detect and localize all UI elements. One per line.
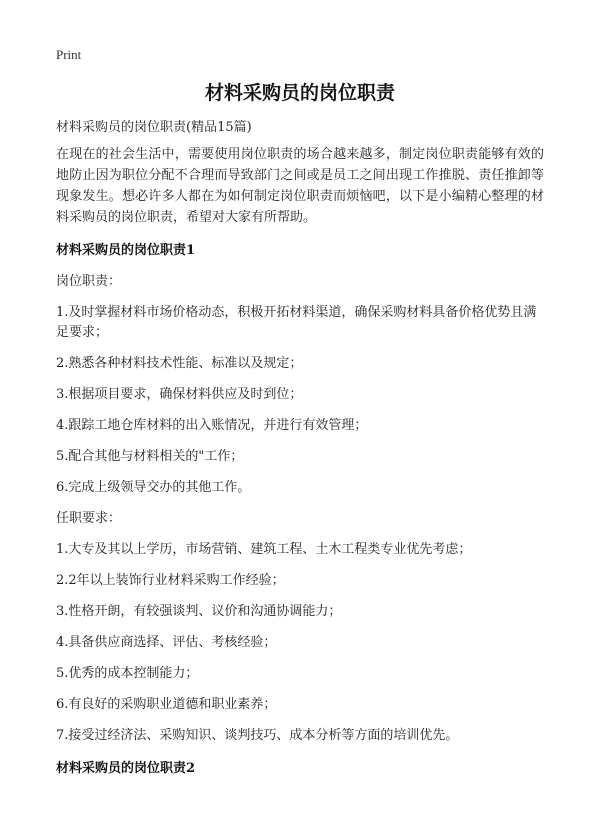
requirement-item: 7.接受过经济法、采购知识、谈判技巧、成本分析等方面的培训优先。 <box>56 728 459 743</box>
print-link[interactable]: Print <box>56 47 82 62</box>
page-title: 材料采购员的岗位职责 <box>204 82 395 104</box>
requirement-item: 5.优秀的成本控制能力； <box>56 666 199 681</box>
requirement-item: 3.性格开朗，有较强谈判、议价和沟通协调能力； <box>56 604 342 619</box>
section-heading-2: 材料采购员的岗位职责2 <box>56 761 196 776</box>
requirement-item: 4.具备供应商选择、评估、考核经验； <box>56 635 277 650</box>
duty-item: 3.根据项目要求，确保材料供应及时到位； <box>56 387 303 402</box>
requirement-item: 2.2年以上装饰行业材料采购工作经验； <box>56 573 285 588</box>
duty-item: 2.熟悉各种材料技术性能、标准以及规定； <box>56 356 303 371</box>
requirement-item: 6.有良好的采购职业道德和职业素养； <box>56 697 277 712</box>
section-heading-1: 材料采购员的岗位职责1 <box>56 243 196 258</box>
requirements-label: 任职要求： <box>56 511 122 526</box>
document-subtitle: 材料采购员的岗位职责(精品15篇) <box>56 120 252 135</box>
duty-item: 6.完成上级领导交办的其他工作。 <box>56 480 251 495</box>
duty-item: 1.及时掌握材料市场价格动态，积极开拓材料渠道，确保采购材料具备价格优势且满足要求； <box>56 305 537 340</box>
duty-item: 4.跟踪工地仓库材料的出入账情况，并进行有效管理； <box>56 418 368 433</box>
duty-item: 5.配合其他与材料相关的"工作； <box>56 449 244 464</box>
duties-label: 岗位职责： <box>56 274 122 289</box>
intro-paragraph: 在现在的社会生活中，需要使用岗位职责的场合越来越多，制定岗位职责能够有效的地防止因为职位分配不合理而导致部门之间或是员工之间出现工作推脱、责任推卸等现象发生。想必许多人都在为如何制定岗位职责而烦恼吧，以下是小编精心整理的材料采购员的岗位职责，希望对大家有所帮助。 <box>56 147 544 225</box>
requirement-item: 1.大专及其以上学历，市场营销、建筑工程、土木工程类专业优先考虑； <box>56 542 472 557</box>
